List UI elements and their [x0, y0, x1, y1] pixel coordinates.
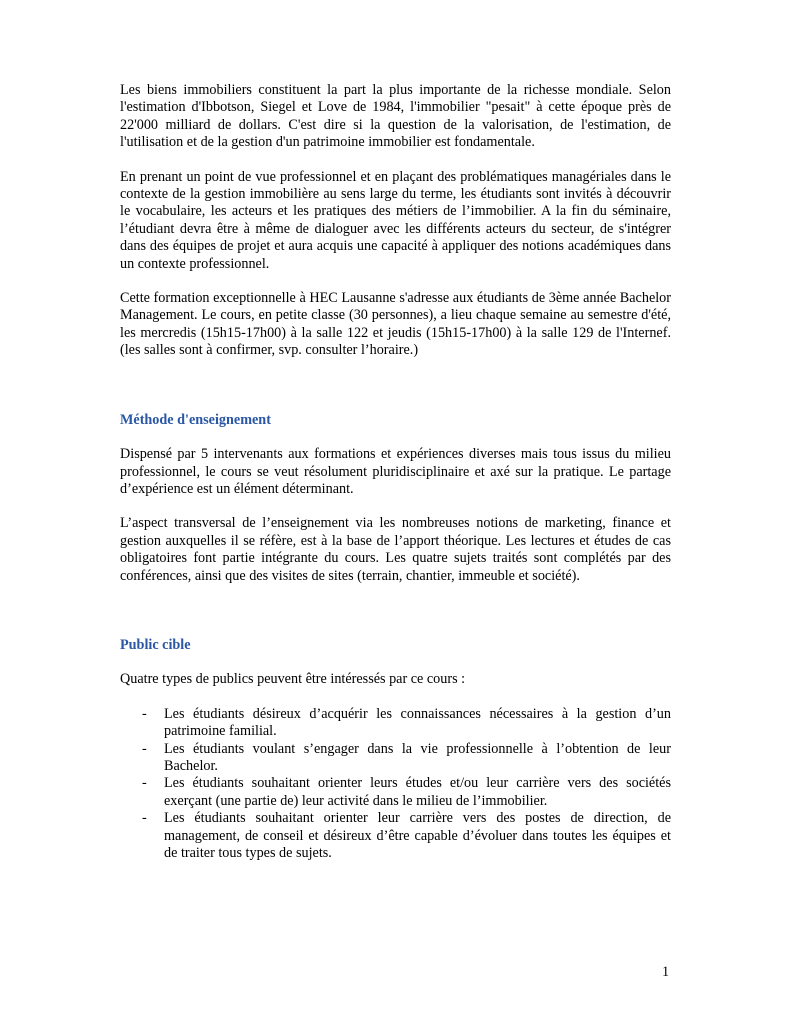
intro-paragraph-1: Les biens immobiliers constituent la part la plus importante de la richesse mondiale. Selon l'estimation d'Ibbotson, Siegel et Love de 1984, l'immobilier "pesait" à cette époque près de 22'000 milliard de dollars. C'est dire si la question de la valorisation, de l'estimation, de l'utilisation et de la gestion d'un patrimoine immobilier est fondamentale. [120, 82, 671, 151]
audience-list [120, 706, 671, 863]
public-intro: Quatre types de publics peuvent être intéressés par ce cours : [120, 671, 466, 688]
bullet-dash: - [142, 775, 147, 792]
methode-paragraph-1: Dispensé par 5 intervenants aux formations et expériences diverses mais tous issus du milieu professionnel, le cours se veut résolument pluridisciplinaire et axé sur la pratique. Le partage d’expérience est un élément déterminant. [120, 446, 671, 497]
section-heading-methode: Méthode d'enseignement [120, 411, 271, 428]
intro-paragraph-2: En prenant un point de vue professionnel et en plaçant des problématiques managériales dans le contexte de la gestion immobilière au sens large du terme, les étudiants sont invités à découvrir le vocabulaire, les acteurs et les pratiques des métiers de l’immobilier. A la fin du séminaire, l’étudiant devra être à même de dialoguer avec les différents acteurs du secteur, de s'intégrer dans des équipes de projet et aura acquis une capacité à appliquer des notions académiques dans un contexte professionnel. [120, 168, 671, 272]
list-item-text: Les étudiants voulant s’engager dans la vie professionnelle à l’obtention de leur Bachelor. [164, 740, 671, 774]
methode-paragraph-2: L’aspect transversal de l’enseignement via les nombreuses notions de marketing, finance et gestion auxquelles il se réfère, est à la base de l’apport théorique. Les lectures et études de cas obligatoires font partie intégrante du cours. Les quatre sujets traités sont complétés par des conférences, ainsi que des visites de sites (terrain, chantier, immeuble et société). [120, 515, 671, 584]
page-number: 1 [662, 964, 670, 980]
list-item-text: Les étudiants souhaitant orienter leurs études et/ou leur carrière vers des sociétés exerçant (une partie de) leur activité dans le milieu de l’immobilier. [164, 775, 671, 809]
bullet-dash: - [142, 740, 147, 757]
section-heading-public: Public cible [120, 636, 191, 653]
list-item-text: Les étudiants désireux d’acquérir les connaissances nécessaires à la gestion d’un patrimoine familial. [164, 705, 671, 740]
list-item-text: Les étudiants souhaitant orienter leur carrière vers des postes de direction, de management, de conseil et désireux d’être capable d’évoluer dans toutes les équipes et de traiter tous types de sujets. [164, 810, 671, 861]
bullet-dash: - [142, 810, 147, 827]
list-item [120, 706, 671, 741]
list-item [120, 775, 671, 810]
document-page [120, 82, 671, 862]
intro-paragraph-3: Cette formation exceptionnelle à HEC Lausanne s'adresse aux étudiants de 3ème année Bachelor Management. Le cours, en petite classe (30 personnes), a lieu chaque semaine au semestre d'été, les mercredis (15h15-17h00) à la salle 122 et jeudis (15h15-17h00) à la salle 129 de l'Internef. (les salles sont à confirmer, svp. consulter l’horaire.) [120, 290, 671, 359]
list-item [120, 741, 671, 776]
list-item [120, 810, 671, 862]
bullet-dash: - [142, 705, 147, 722]
